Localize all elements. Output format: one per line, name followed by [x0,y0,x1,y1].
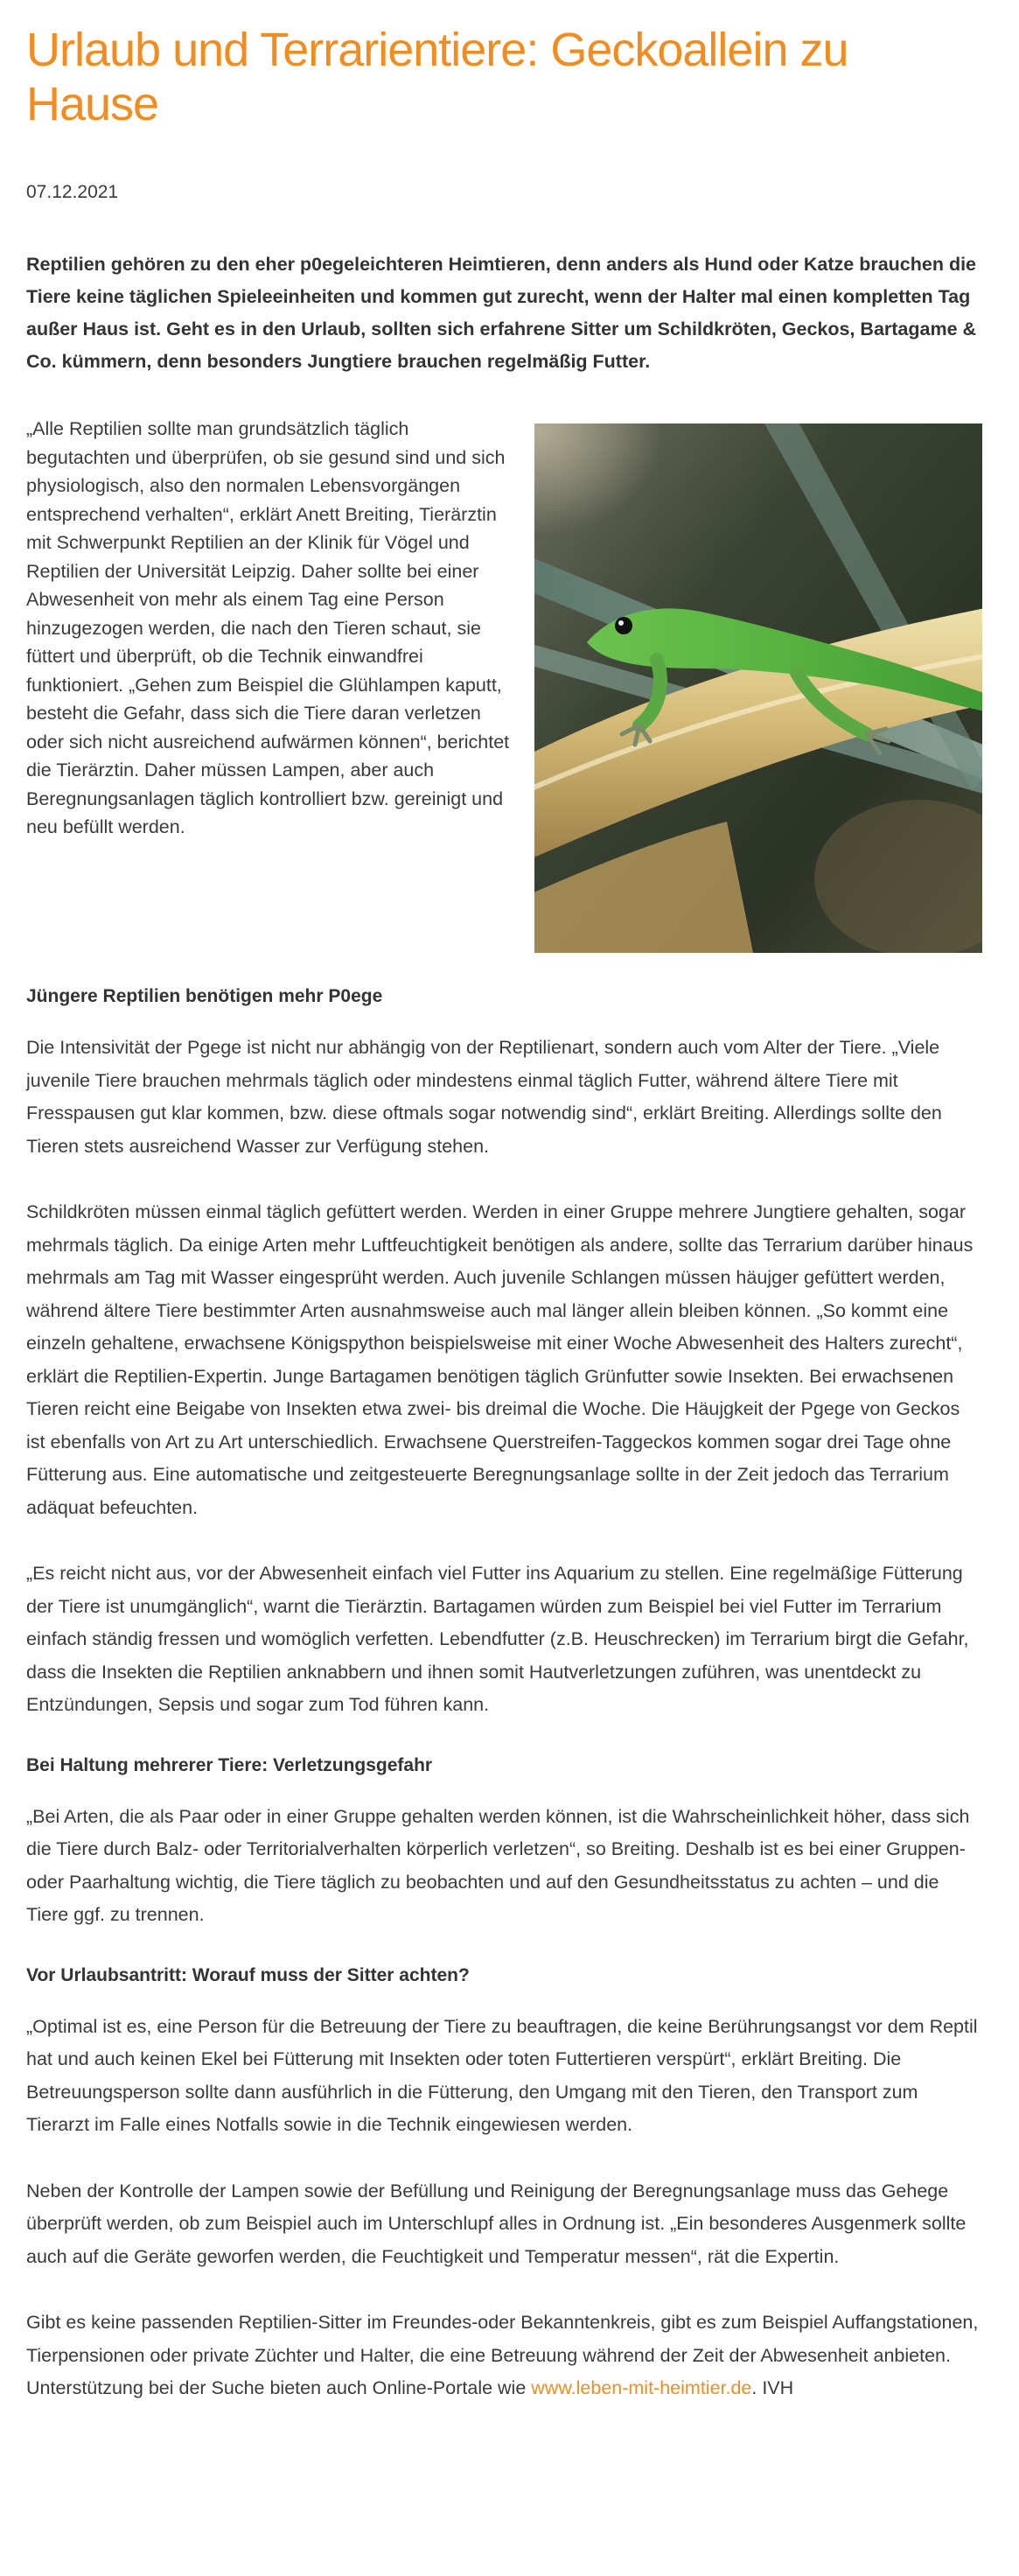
section-heading-juvenile: Jüngere Reptilien benötigen mehr P0ege [26,986,383,1006]
intro-section [26,415,982,953]
intro-text: „Alle Reptilien sollte man grundsätzlich täglich begutachten und überprüfen, ob sie gesund sind und sich physiologisch, also den normalen Lebensvorgängen entsprechend verhalten“, erklärt Anett Breiting, Tierärztin mit Schwerpunkt Reptilien an der Klinik für Vögel und Reptilien der Universität Leipzig. Daher sollte bei einer Abwesenheit von mehr als einem Tag eine Person hinzugezogen werden, die nach den Tieren schaut, sie füttert und überprüft, ob die Technik einwandfrei funktioniert. „Gehen zum Beispiel die Glühlampen kaputt, besteht die Gefahr, dass sich die Tiere daran verletzen oder sich nicht ausreichend aufwärmen können“, berichtet die Tierärztin. Daher müssen Lampen, aber auch Beregnungsanlagen täglich kontrolliert bzw. gereinigt und neu befüllt werden. [26,418,510,837]
paragraph: Die Intensivität der Pgege ist nicht nur abhängig von der Reptilienart, sondern auch vom Alter der Tiere. „Viele juvenile Tiere brauchen mehrmals täglich oder mindestens einmal täglich Futter, während ältere Tiere mit Fresspausen gut klar kommen, bzw. diese oftmals sogar notwendig sind“, erklärt Breiting. Allerdings sollte den Tieren stets ausreichend Wasser zur Verfügung stehen. [26,1037,942,1157]
paragraph: Neben der Kontrolle der Lampen sowie der Befüllung und Reinigung der Beregnungsanlage muss das Gehege überprüft werden, ob zum Beispiel auch im Unterschlupf alles in Ordnung ist. „Ein besonderes Ausgenmerk sollte auch auf die Geräte geworfen werden, die Feuchtigkeit und Temperatur messen“, rät die Expertin. [26,2180,967,2267]
paragraph: „Es reicht nicht aus, vor der Abwesenheit einfach viel Futter ins Aquarium zu stellen. Eine regelmäßige Fütterung der Tiere ist unumgänglich“, warnt die Tierärztin. Bartagamen würden zum Beispiel bei viel Futter im Terrarium einfach ständig fressen und womöglich verfetten. Lebendfutter (z.B. Heuschrecken) im Terrarium birgt die Gefahr, dass die Insekten die Reptilien anknabbern und ihnen somit Hautverletzungen zuführen, was unentdeckt zu Entzündungen, Sepsis und sogar zum Tod führen kann. [26,1563,969,1715]
paragraph: „Bei Arten, die als Paar oder in einer Gruppe gehalten werden können, ist die Wahrscheinlichkeit höher, dass sich die Tiere durch Balz- oder Territorialverhalten körperlich verletzen“, so Breiting. Deshalb ist es bei einer Gruppen-oder Paarhaltung wichtig, die Tiere täglich zu beobachten und auf den Gesundheitsstatus zu achten – und die Tiere ggf. zu trennen. [26,1805,970,1925]
gecko-photo [534,424,982,953]
paragraph-final [26,2306,982,2405]
paragraph: „Optimal ist es, eine Person für die Betreuung der Tiere zu beauftragen, die keine Berührungsangst vor dem Reptil hat und auch keinen Ekel bei Fütterung mit Insekten oder toten Futtertieren verspürt“, erklärt Breiting. Die Betreuungsperson sollte dann ausführlich in die Fütterung, den Umgang mit den Tieren, den Transport zum Tierarzt im Falle eines Notfalls sowie in die Technik eingewiesen werden. [26,2015,978,2135]
paragraph: Schildkröten müssen einmal täglich gefüttert werden. Werden in einer Gruppe mehrere Jungtiere gehalten, sogar mehrmals täglich. Da einige Arten mehr Luftfeuchtigkeit benötigen als andere, sollte das Terrarium darüber hinaus mehrmals am Tag mit Wasser eingesprüht werden. Auch juvenile Schlangen müssen häujger gefüttert werden, während ältere Tiere bestimmter Arten ausnahmsweise auch mal länger allein bleiben können. „So kommt eine einzeln gehaltene, erwachsene Königspython beispielsweise mit einer Woche Abwesenheit des Halters zurecht“, erklärt die Reptilien-Expertin. Junge Bartagamen benötigen täglich Grünfutter sowie Insekten. Bei erwachsenen Tieren reicht eine Beigabe von Insekten etwa zwei- bis dreimal die Woche. Die Häujgkeit der Pgege von Geckos ist ebenfalls von Art zu Art unterschiedlich. Erwachsene Querstreifen-Taggeckos kommen sogar drei Tage ohne Fütterung aus. Eine automatische und zeitgesteuerte Beregnungsanlage sollte in der Zeit jedoch das Terrarium adäquat befeuchten. [26,1201,974,1518]
section-heading-injury: Bei Haltung mehrerer Tiere: Verletzungsgefahr [26,1754,433,1775]
article-lead: Reptilien gehören zu den eher p0egeleichteren Heimtieren, denn anders als Hund oder Katze brauchen die Tiere keine täglichen Spieleeinheiten und kommen gut zurecht, wenn der Halter mal einen kompletten Tag außer Haus ist. Geht es in den Urlaub, sollten sich erfahrene Sitter um Schildkröten, Geckos, Bartagame & Co. kümmern, denn besonders Jungtiere brauchen regelmäßig Futter. [26,254,977,372]
section-heading-sitter: Vor Urlaubsantritt: Worauf muss der Sitter achten? [26,1964,470,1985]
paragraph-final-end: . IVH [751,2377,794,2398]
article-date: 07.12.2021 [26,182,119,202]
paragraph-final-text: Gibt es keine passenden Reptilien-Sitter im Freundes-oder Bekanntenkreis, gibt es zum Beispiel Auffangstationen, Tierpensionen oder private Züchter und Halter, die eine Betreuung während der Zeit der Abwesenheit anbieten. Unterstützung bei der Suche bieten auch Online-Portale wie [26,2312,979,2398]
portal-link[interactable]: www.leben-mit-heimtier.de [531,2377,752,2398]
article-title: Urlaub und Terrarientiere: Geckoallein zu Hause [26,24,848,130]
